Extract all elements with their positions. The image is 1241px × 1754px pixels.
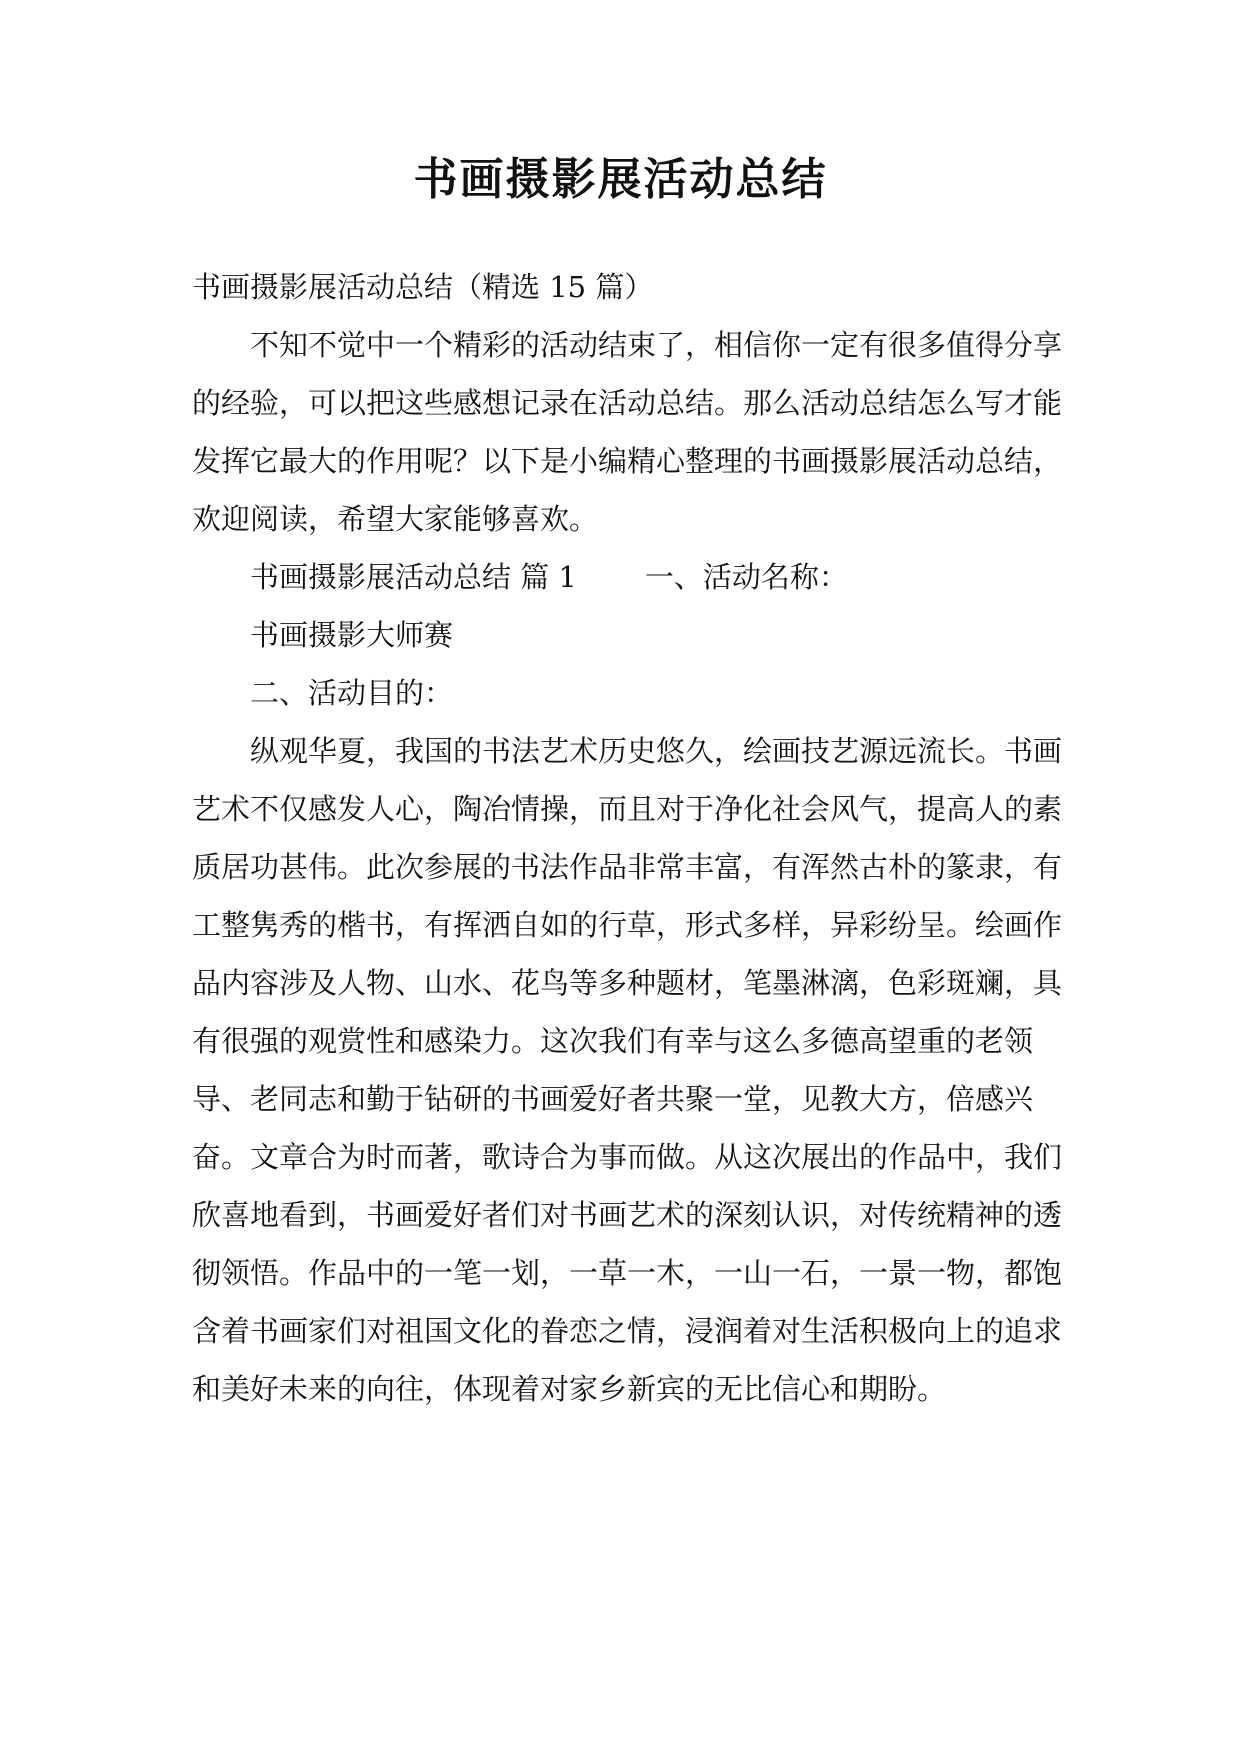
section-heading: 书画摄影展活动总结 篇 1 [250,560,577,594]
document-subtitle: 书画摄影展活动总结（精选 15 篇） [192,270,654,304]
intro-paragraph: 不知不觉中一个精彩的活动结束了，相信你一定有很多值得分享的经验，可以把这些感想记录在活动总结。那么活动总结怎么写才能发挥它最大的作用呢？以下是小编精心整理的书画摄影展活动总结，欢迎阅读，希望大家能够喜欢。 [192,328,1063,536]
item-1-label: 一、活动名称： [644,560,848,594]
body-paragraph: 纵观华夏，我国的书法艺术历史悠久，绘画技艺源远流长。书画艺术不仅感发人心，陶冶情操，而且对于净化社会风气，提高人的素质居功甚伟。此次参展的书法作品非常丰富，有浑然古朴的篆隶，有工整隽秀的楷书，有挥洒自如的行草，形式多样，异彩纷呈。绘画作品内容涉及人物、山水、花鸟等多种题材，笔墨淋漓，色彩斑斓，具有很强的观赏性和感染力。这次我们有幸与这么多德高望重的老领导、老同志和勤于钻研的书画爱好者共聚一堂，见教大方，倍感兴奋。文章合为时而著，歌诗合为事而做。从这次展出的作品中，我们欣喜地看到，书画爱好者们对书画艺术的深刻认识，对传统精神的透彻领悟。作品中的一笔一划，一草一木，一山一石，一景一物，都饱含着书画家们对祖国文化的眷恋之情，浸润着对生活积极向上的追求和美好未来的向往，体现着对家乡新宾的无比信心和期盼。 [192,734,1063,1406]
document-body [192,258,1062,1418]
document-title: 书画摄影展活动总结 [413,154,828,205]
section-heading-line [192,548,1062,606]
item-1-value: 书画摄影大师赛 [250,618,454,652]
item-2-label: 二、活动目的： [250,676,454,710]
